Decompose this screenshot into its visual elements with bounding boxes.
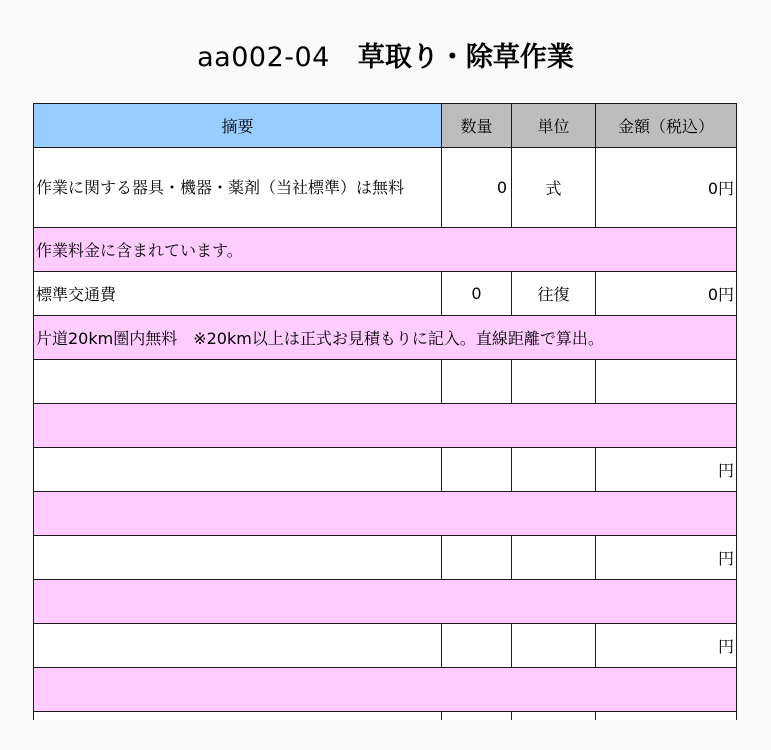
header-qty: 数量 <box>442 104 512 148</box>
row-amount: 円 <box>596 624 737 668</box>
note-row <box>34 228 737 272</box>
row-desc <box>34 624 442 668</box>
row-note <box>34 668 737 712</box>
row-unit <box>512 360 596 404</box>
header-unit: 単位 <box>512 104 596 148</box>
row-qty <box>442 360 512 404</box>
estimate-table <box>33 103 737 732</box>
item-code: aa002-04 <box>197 42 330 73</box>
row-desc <box>34 360 442 404</box>
row-unit <box>512 536 596 580</box>
note-row <box>34 492 737 536</box>
note-row <box>34 668 737 712</box>
table-row <box>34 148 737 228</box>
row-unit: 式 <box>512 148 596 228</box>
row-note: 片道20km圏内無料 ※20km以上は正式お見積もりに記入。直線距離で算出。 <box>34 316 737 360</box>
row-amount <box>596 360 737 404</box>
row-qty <box>442 536 512 580</box>
row-amount: 円 <box>596 536 737 580</box>
row-desc <box>34 448 442 492</box>
row-unit <box>512 624 596 668</box>
table-row <box>34 624 737 668</box>
row-desc: 作業に関する器具・機器・薬剤（当社標準）は無料 <box>34 148 442 228</box>
row-unit <box>512 448 596 492</box>
page-edge <box>0 720 771 750</box>
header-desc: 摘要 <box>34 104 442 148</box>
row-unit: 往復 <box>512 272 596 316</box>
table-row <box>34 448 737 492</box>
note-row <box>34 316 737 360</box>
row-amount: 円 <box>596 448 737 492</box>
row-note <box>34 580 737 624</box>
row-qty: 0 <box>442 272 512 316</box>
note-row <box>34 580 737 624</box>
table-row <box>34 536 737 580</box>
header-row <box>34 104 737 148</box>
row-qty: 0 <box>442 148 512 228</box>
item-name: 草取り・除草作業 <box>357 42 574 73</box>
row-note: 作業料金に含まれています。 <box>34 228 737 272</box>
table-row <box>34 360 737 404</box>
row-amount: 0円 <box>596 272 737 316</box>
row-desc <box>34 536 442 580</box>
row-note <box>34 404 737 448</box>
row-desc: 標準交通費 <box>34 272 442 316</box>
header-amount: 金額（税込） <box>596 104 737 148</box>
note-row <box>34 404 737 448</box>
row-qty <box>442 624 512 668</box>
row-qty <box>442 448 512 492</box>
table-row <box>34 272 737 316</box>
page-title <box>0 38 771 78</box>
row-amount: 0円 <box>596 148 737 228</box>
row-note <box>34 492 737 536</box>
